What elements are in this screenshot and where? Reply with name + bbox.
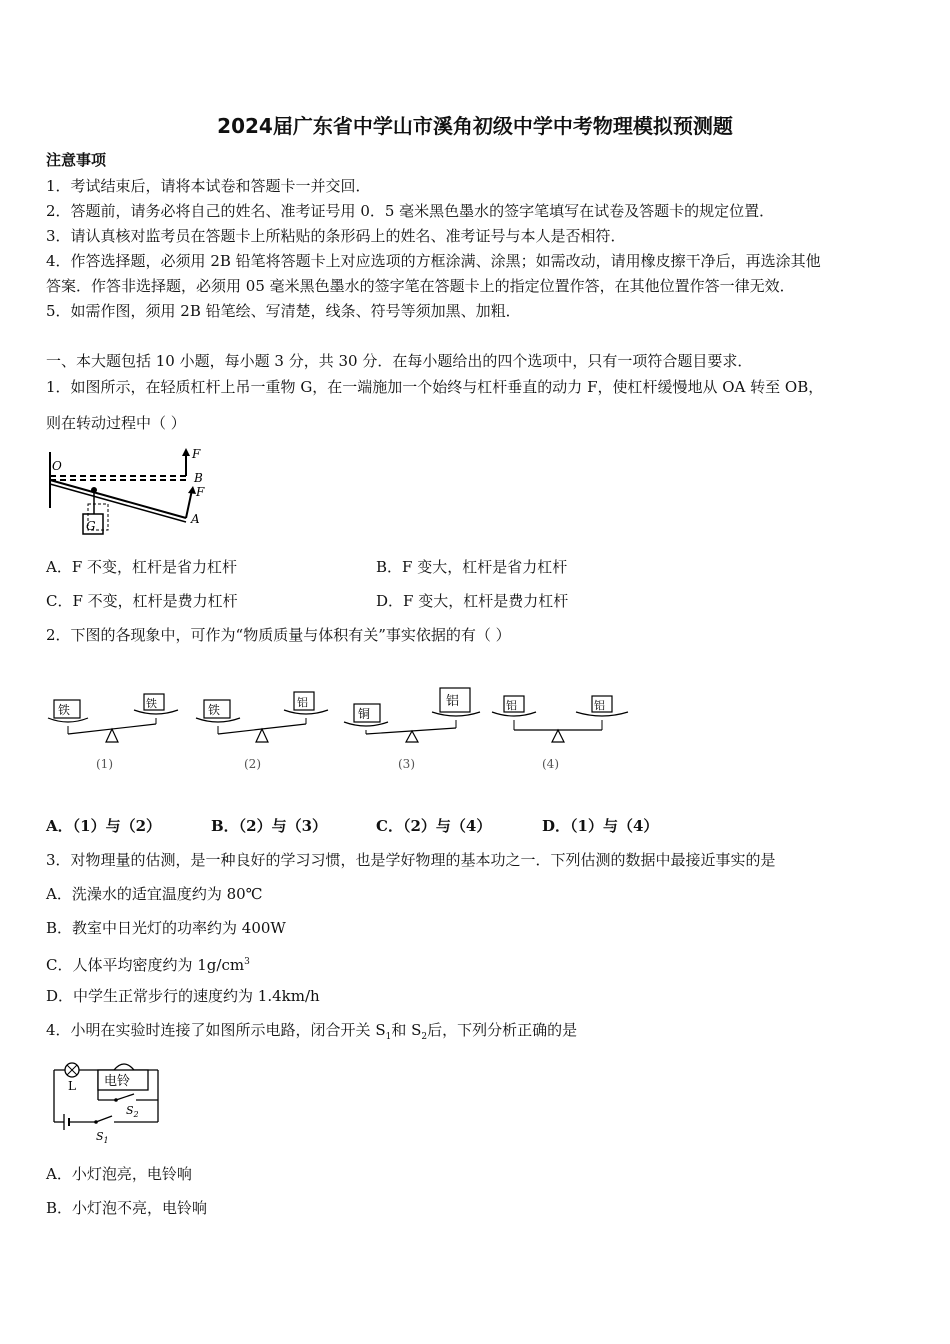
- balance-4: [492, 696, 628, 771]
- q2-balance-figure: [46, 684, 636, 776]
- balance-3-left-label: 铜: [358, 707, 371, 721]
- q1-label-b: B: [194, 471, 203, 485]
- q4-stem-a: 4．小明在实验时连接了如图所示电路，闭合开关 S: [46, 1021, 386, 1039]
- balance-3: [344, 688, 480, 771]
- q4-stem: [46, 1020, 577, 1047]
- q4-stem-c: 后，下列分析正确的是: [427, 1021, 578, 1039]
- balance-3-caption: (3): [398, 757, 415, 771]
- q4-lamp-label: L: [68, 1079, 76, 1093]
- q4-circuit-figure: [46, 1052, 166, 1148]
- notice-item: 答案．作答非选择题，必须用 05 毫米黑色墨水的签字笔在答题卡上的指定位置作答，在其他位置作答一律无效．: [46, 277, 795, 295]
- notice-item: 5．如需作图，须用 2B 铅笔绘、写清楚，线条、符号等须加黑、加粗．: [46, 302, 521, 320]
- q1-option-c: C．F 不变，杠杆是费力杠杆: [46, 592, 238, 610]
- q4-stem-sub2: 2: [421, 1032, 428, 1042]
- q1-label-f-low: F: [196, 485, 205, 499]
- q3-option-c: [46, 952, 250, 975]
- q1-option-d: D．F 变大，杠杆是费力杠杆: [376, 592, 569, 610]
- balance-2-left-label: 铁: [208, 703, 221, 717]
- balance-4-left-label: 铝: [506, 699, 517, 712]
- balance-1: [48, 694, 178, 771]
- q3-option-b: B．教室中日光灯的功率约为 400W: [46, 919, 286, 937]
- q2-option-b: B．（2）与（3）: [211, 817, 328, 835]
- notice-item: 1．考试结束后，请将本试卷和答题卡一并交回．: [46, 177, 371, 195]
- balance-1-caption: (1): [96, 757, 113, 771]
- q3-option-c-text: C．人体平均密度约为 1g/cm: [46, 956, 245, 974]
- balance-3-right-label: 铝: [446, 694, 460, 709]
- q4-option-a: A．小灯泡亮，电铃响: [46, 1165, 192, 1183]
- q4-option-b: B．小灯泡不亮，电铃响: [46, 1199, 208, 1217]
- q3-stem: 3．对物理量的估测，是一种良好的学习习惯，也是学好物理的基本功之一．下列估测的数据中最接近事实的是: [46, 851, 776, 869]
- balance-4-right-label: 铝: [594, 699, 605, 712]
- q4-s1-label: $S_1$: [96, 1130, 109, 1145]
- notice-item: 3．请认真核对监考员在答题卡上所粘贴的条形码上的姓名、准考证号与本人是否相符．: [46, 227, 626, 245]
- balance-2-caption: (2): [244, 757, 261, 771]
- balance-1-right-label: 铁: [146, 697, 157, 710]
- q1-stem-line2: 则在转动过程中（ ）: [46, 414, 186, 432]
- q1-stem-line1: 1．如图所示，在轻质杠杆上吊一重物 G，在一端施加一个始终与杠杆垂直的动力 F，使杠杆缓慢地从 OA 转至 OB，: [46, 378, 824, 396]
- q2-option-d: D．（1）与（4）: [542, 817, 659, 835]
- page-title: 2024届广东省中学山市溪角初级中学中考物理模拟预测题: [217, 114, 733, 138]
- q3-option-a: A．洗澡水的适宜温度约为 80℃: [46, 885, 263, 903]
- balance-2: [196, 692, 328, 771]
- q2-option-c: C．（2）与（4）: [376, 817, 492, 835]
- q3-option-d: D．中学生正常步行的速度约为 1.4km/h: [46, 987, 320, 1005]
- q1-label-f-top: F: [192, 447, 201, 461]
- notice-item: 2．答题前，请务必将自己的姓名、准考证号用 0．5 毫米黑色墨水的签字笔填写在试卷及答题卡的规定位置．: [46, 202, 775, 220]
- balance-1-left-label: 铁: [58, 703, 71, 717]
- q2-option-a: A．（1）与（2）: [46, 817, 162, 835]
- section-heading: 一、本大题包括 10 小题，每小题 3 分，共 30 分．在每小题给出的四个选项中，只有一项符合题目要求．: [46, 352, 753, 370]
- q1-lever-figure: [46, 446, 216, 538]
- q2-stem: 2．下图的各现象中，可作为“物质质量与体积有关”事实依据的有（ ）: [46, 626, 511, 644]
- q1-label-o: O: [52, 459, 62, 473]
- q3-option-c-sup: 3: [244, 957, 250, 967]
- q1-option-b: B．F 变大，杠杆是省力杠杆: [376, 558, 568, 576]
- q4-stem-sub1: 1: [385, 1032, 392, 1042]
- q1-label-g: G: [86, 519, 96, 533]
- balance-4-caption: (4): [542, 757, 559, 771]
- notice-heading: 注意事项: [46, 151, 107, 169]
- q4-stem-b: 和 S: [391, 1021, 422, 1039]
- balance-2-right-label: 铝: [297, 696, 308, 709]
- notice-item: 4．作答选择题，必须用 2B 铅笔将答题卡上对应选项的方框涂满、涂黑；如需改动，请用橡皮擦干净后，再选涂其他: [46, 252, 821, 270]
- q4-s2-label: $S_2$: [126, 1104, 139, 1119]
- q1-option-a: A．F 不变，杠杆是省力杠杆: [46, 558, 238, 576]
- q4-bell-label: 电铃: [104, 1074, 131, 1089]
- q1-label-a: A: [191, 512, 200, 526]
